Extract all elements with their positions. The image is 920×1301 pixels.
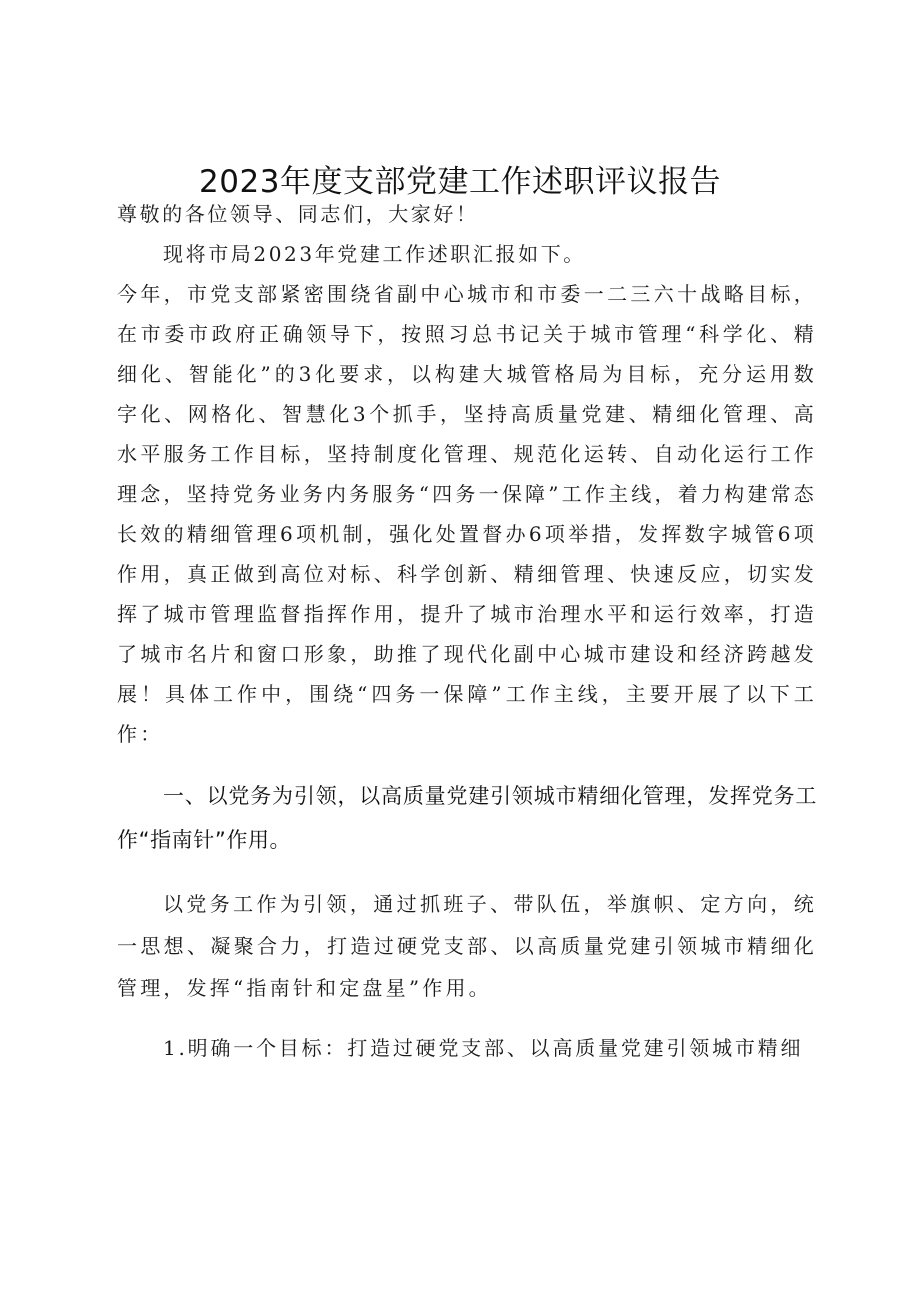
document-body	[117, 192, 817, 1069]
point-item-1: 1.明确一个目标：打造过硬党支部、以高质量党建引领城市精细	[163, 1036, 804, 1060]
document-title: 2023年度支部党建工作述职评议报告	[199, 164, 721, 200]
section-heading: 一、以党务为引领，以高质量党建引领城市精细化管理，发挥党务工作“指南针”作用。	[117, 784, 817, 852]
section-paragraph: 以党务工作为引领，通过抓班子、带队伍，举旗帜、定方向，统一思想、凝聚合力，打造过硬党支部、以高质量党建引领城市精细化管理，发挥“指南针和定盘星”作用。	[117, 892, 817, 1000]
greeting-paragraph: 尊敬的各位领导、同志们，大家好！	[117, 202, 479, 226]
main-paragraph: 今年，市党支部紧密围绕省副中心城市和市委一二三六十战略目标，在市委市政府正确领导下，按照习总书记关于城市管理“科学化、精细化、智能化”的3化要求，以构建大城管格局为目标，充分运用数字化、网格化、智慧化3个抓手，坚持高质量党建、精细化管理、高水平服务工作目标，坚持制度化管理、规范化运转、自动化运行工作理念，坚持党务业务内务服务“四务一保障”工作主线，着力构建常态长效的精细管理6项机制，强化处置督办6项举措，发挥数字城管6项作用，真正做到高位对标、科学创新、精细管理、快速反应，切实发挥了城市管理监督指挥作用，提升了城市治理水平和运行效率，打造了城市名片和窗口形象，助推了现代化副中心城市建设和经济跨越发展！具体工作中，围绕“四务一保障”工作主线，主要开展了以下工作：	[117, 282, 817, 746]
intro-paragraph: 现将市局2023年党建工作述职汇报如下。	[163, 242, 586, 266]
